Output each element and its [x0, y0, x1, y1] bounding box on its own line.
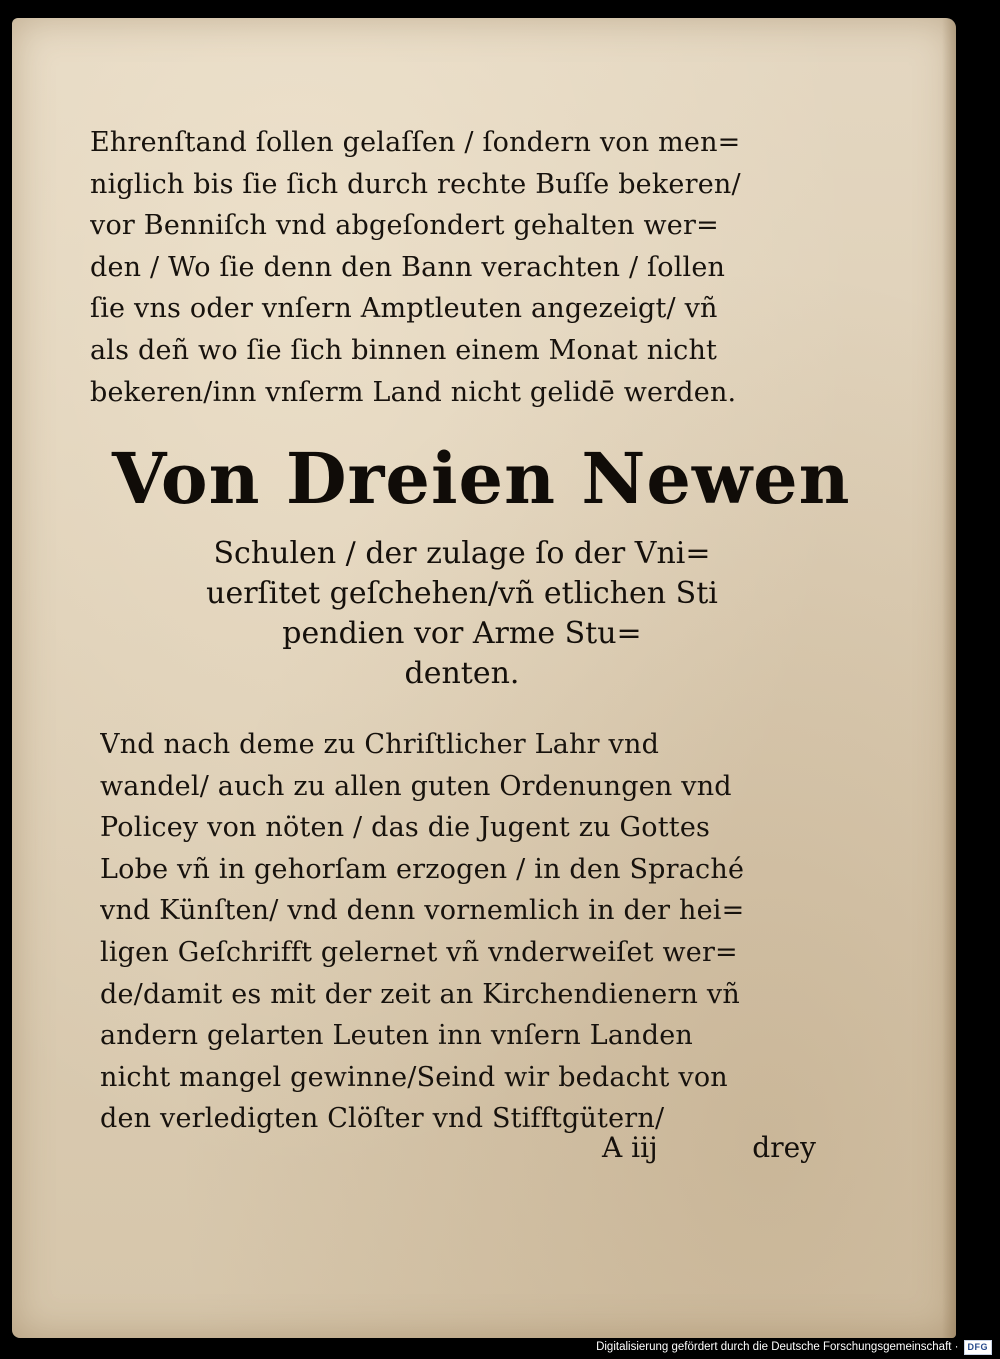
page-edge [942, 18, 956, 1338]
text-line: vor Benniſch vnd abgeſondert gehalten wer= [90, 210, 719, 242]
subheading-line: Schulen / der zulage ſo der Vni= [213, 536, 711, 571]
subheading-line: pendien vor Arme Stu= [282, 616, 642, 651]
text-line: als deñ wo ſie ſich binnen einem Monat nicht [90, 334, 718, 366]
section-heading: Von Dreien Newen [112, 437, 851, 520]
section-subheading [142, 534, 782, 694]
book-page [12, 18, 956, 1338]
text-line: de/damit es mit der zeit an Kirchendienern vñ [100, 978, 740, 1010]
paragraph-body [100, 724, 804, 1140]
text-line: niglich bis ſie ſich durch rechte Buſſe bekeren/ [90, 168, 741, 200]
signature-mark: A iij [602, 1131, 658, 1164]
catchword: drey [752, 1131, 816, 1164]
text-line: den verledigten Clöſter vnd Stifftgütern/ [100, 1103, 665, 1135]
text-line: bekeren/inn vnſerm Land nicht gelidē werden. [90, 376, 737, 408]
digitization-credit [596, 1338, 992, 1356]
dfg-logo: DFG [964, 1340, 993, 1355]
text-line: andern gelarten Leuten inn vnſern Landen [100, 1020, 693, 1052]
page-bottom-marks [602, 1128, 816, 1168]
text-line: wandel/ auch zu allen guten Ordenungen vnd [100, 770, 732, 802]
text-line: Lobe vñ in gehorſam erzogen / in den Spraché [100, 853, 745, 885]
text-line: Policey von nöten / das die Jugent zu Gottes [100, 812, 711, 844]
text-line: den / Wo ſie denn den Bann verachten / ſollen [90, 251, 726, 283]
credit-text: Digitalisierung gefördert durch die Deutsche Forschungsgemeinschaft · [596, 1341, 959, 1353]
text-line: nicht mangel gewinne/Seind wir bedacht von [100, 1061, 728, 1093]
paragraph-top [90, 122, 802, 413]
text-line: ſie vns oder vnſern Amptleuten angezeigt/ vñ [90, 293, 718, 325]
subheading-line: uerſitet geſchehen/vñ etlichen Sti [206, 576, 718, 611]
text-line: ligen Geſchrifft gelernet vñ vnderweiſet wer= [100, 936, 738, 968]
text-line: vnd Künſten/ vnd denn vornemlich in der hei= [100, 895, 745, 927]
text-line: Ehrenſtand ſollen gelaſſen / ſondern von men= [90, 127, 741, 158]
subheading-line: denten. [404, 656, 520, 691]
text-line: Vnd nach deme zu Chriſtlicher Lahr vnd [100, 729, 660, 760]
